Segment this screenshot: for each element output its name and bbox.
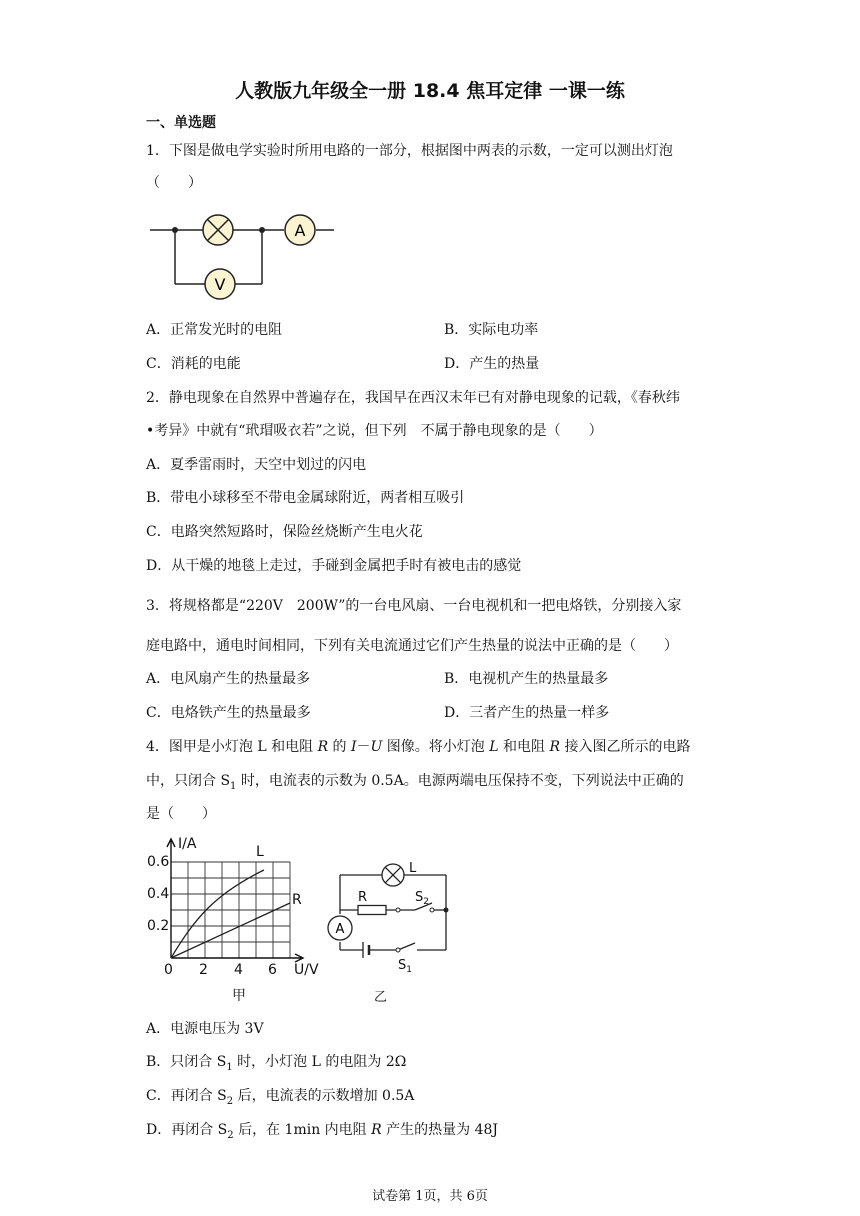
q4-stem-line3: 是（ ） [146,806,216,822]
page-footer: 试卷第 1页，共 6页 [372,1189,488,1204]
q2-stem-line1: 2．静电现象在自然界中普遍存在，我国早在西汉末年已有对静电现象的记载，《春秋纬 [146,390,680,406]
resistor-label: R [358,890,368,905]
x-tick-0: 0 [164,962,173,978]
q1-stem-line2: （ ） [146,175,202,191]
page-title: 人教版九年级全一册 18.4 焦耳定律 一课一练 [235,80,625,102]
q4-stem-line2: 中，只闭合 $S_1$ 时，电流表的示数为 0.5A。电源两端电压保持不变，下列说法中正确的 [146,773,684,792]
q1-option-d: D．产生的热量 [444,356,540,372]
q3-stem-line1: 3．将规格都是“220V 200W”的一台电风扇、一台电视机和一把电烙铁，分别接入家 [146,598,682,614]
x-tick-2: 2 [199,962,208,978]
y-tick-0.2: 0.2 [147,918,170,934]
graph-y-label: I/A [178,836,197,852]
q3-stem-line2: 庭电路中，通电时间相同，下列有关电流通过它们产生热量的说法中正确的是（ ） [146,638,678,654]
lamp-symbol [382,864,404,886]
curve-lamp [171,870,264,958]
q1-stem-line1: 1．下图是做电学实验时所用电路的一部分，根据图中两表的示数，一定可以测出灯泡 [146,143,673,159]
ammeter-symbol [285,215,315,245]
curve-resistor-label: R [292,892,302,908]
q4-circuit-diagram [318,848,458,1008]
circuit-caption: 乙 [374,990,388,1005]
q4-iu-graph [140,832,340,1012]
y-tick-0.4: 0.4 [147,886,170,902]
q4-option-c: C．再闭合 $S_2$ 后，电流表的示数增加 0.5A [146,1088,415,1107]
ammeter-symbol [328,916,352,940]
q2-option-a: A．夏季雷雨时，天空中划过的闪电 [146,457,367,473]
graph-caption: 甲 [232,988,246,1004]
lamp-symbol [203,215,233,245]
q3-option-d: D．三者产生的热量一样多 [444,705,610,721]
ammeter-label: A [294,221,306,240]
curve-lamp-label: L [256,844,264,860]
q1-circuit-diagram [148,210,348,302]
graph-x-label: U/V [294,962,319,978]
q3-option-b: B．电视机产生的热量最多 [444,671,609,687]
q3-option-c: C．电烙铁产生的热量最多 [146,705,311,721]
voltmeter-symbol [205,269,235,299]
y-tick-0.6: 0.6 [147,854,170,870]
voltmeter-label: V [214,275,226,294]
section-heading: 一、单选题 [146,115,216,131]
q4-option-d: D．再闭合 $S_2$ 后，在 1min 内电阻 R 产生的热量为 48J [146,1122,498,1141]
q4-stem-line1: 4．图甲是小灯泡 L 和电阻 R 的 I－U 图像。将小灯泡 L 和电阻 R 接入图乙所示的电路 [146,739,691,755]
q3-option-a: A．电风扇产生的热量最多 [146,671,311,687]
q2-option-d: D．从干燥的地毯上走过，手碰到金属把手时有被电击的感觉 [146,558,522,574]
x-tick-6: 6 [268,962,277,978]
q1-option-a: A．正常发光时的电阻 [146,322,283,338]
q1-option-b: B．实际电功率 [444,322,539,338]
switch-s1-label: $S_1$ [398,958,412,975]
q1-option-c: C．消耗的电能 [146,356,241,372]
switch-s2-label: $S_2$ [415,890,429,907]
x-tick-4: 4 [234,962,243,978]
lamp-label: L [409,861,417,876]
q2-stem-line2: •考异》中就有“玳瑁吸衣若”之说，但下列 不属于静电现象的是（ ） [146,423,603,439]
q2-option-c: C．电路突然短路时，保险丝烧断产生电火花 [146,524,423,540]
q4-option-a: A．电源电压为 3V [146,1021,264,1037]
q4-option-b: B．只闭合 $S_1$ 时，小灯泡 L 的电阻为 2Ω [146,1054,407,1073]
q2-option-b: B．带电小球移至不带电金属球附近，两者相互吸引 [146,490,465,506]
circuit-ammeter-label: A [335,922,345,937]
